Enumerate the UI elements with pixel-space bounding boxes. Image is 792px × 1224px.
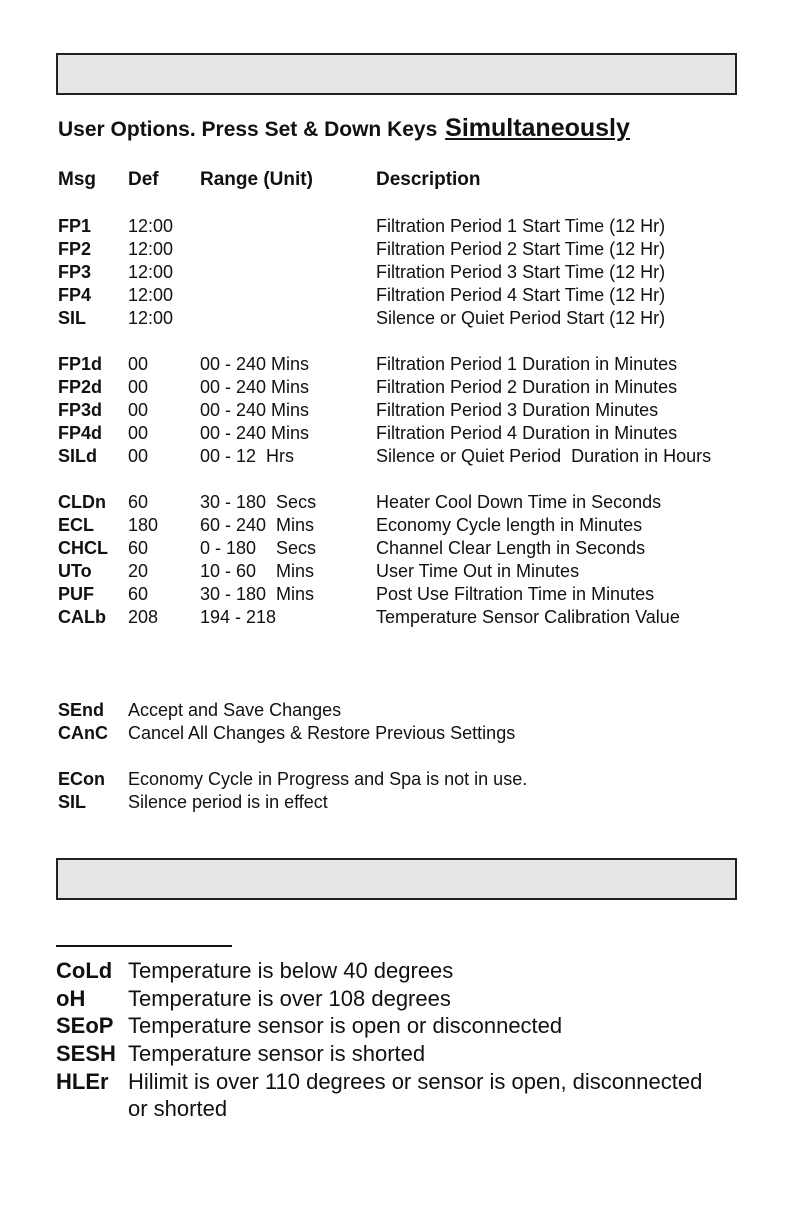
option-description: Filtration Period 3 Duration Minutes xyxy=(376,400,659,420)
save-msg-code: SEnd xyxy=(58,700,105,720)
option-msg: FP1d xyxy=(58,354,103,374)
status-msg-code: SIL xyxy=(58,792,87,812)
option-range: 30 - 180 Mins xyxy=(200,584,315,604)
option-msg: FP2d xyxy=(58,377,103,397)
column-header-range: Range (Unit) xyxy=(200,169,313,190)
error-description: Temperature sensor is shorted xyxy=(128,1041,426,1066)
option-range: 00 - 240 Mins xyxy=(200,400,310,420)
option-msg: FP2 xyxy=(58,239,92,259)
user-options-heading xyxy=(58,114,630,143)
option-description: Filtration Period 3 Start Time (12 Hr) xyxy=(376,262,666,282)
option-description: Heater Cool Down Time in Seconds xyxy=(376,492,662,512)
option-description: Filtration Period 1 Duration in Minutes xyxy=(376,354,678,374)
option-description: Silence or Quiet Period Start (12 Hr) xyxy=(376,308,666,328)
option-default: 180 xyxy=(128,515,159,535)
option-default: 12:00 xyxy=(128,308,174,328)
status-msg-description: Economy Cycle in Progress and Spa is not in use. xyxy=(128,769,528,789)
option-range: 00 - 240 Mins xyxy=(200,354,310,374)
heading-emphasis: Simultaneously xyxy=(445,114,630,142)
option-default: 20 xyxy=(128,561,149,581)
option-range: 0 - 180 Secs xyxy=(200,538,317,558)
column-header-def: Def xyxy=(128,169,159,190)
option-msg: FP3 xyxy=(58,262,92,282)
option-description: Filtration Period 4 Duration in Minutes xyxy=(376,423,678,443)
option-default: 60 xyxy=(128,538,149,558)
error-description: Hilimit is over 110 degrees or sensor is open, disconnected xyxy=(128,1069,703,1094)
option-description: Channel Clear Length in Seconds xyxy=(376,538,646,558)
option-description: Temperature Sensor Calibration Value xyxy=(376,607,680,627)
option-msg: PUF xyxy=(58,584,94,604)
option-default: 00 xyxy=(128,423,149,443)
option-msg: FP4d xyxy=(58,423,103,443)
cancel-msg-description: Cancel All Changes & Restore Previous Settings xyxy=(128,723,516,743)
option-description: Filtration Period 1 Start Time (12 Hr) xyxy=(376,216,666,236)
option-range: 60 - 240 Mins xyxy=(200,515,315,535)
option-default: 00 xyxy=(128,446,149,466)
error-code: SEoP xyxy=(56,1013,114,1038)
status-msg-code: ECon xyxy=(58,769,105,789)
option-msg: ECL xyxy=(58,515,94,535)
heading-text: User Options. Press Set & Down Keys xyxy=(58,118,438,141)
option-default: 00 xyxy=(128,377,149,397)
option-msg: CLDn xyxy=(58,492,106,512)
option-range: 10 - 60 Mins xyxy=(200,561,315,581)
option-msg: UTo xyxy=(58,561,92,581)
option-description: Silence or Quiet Period Duration in Hours xyxy=(376,446,712,466)
option-range: 30 - 180 Secs xyxy=(200,492,317,512)
error-description: Temperature is below 40 degrees xyxy=(128,958,454,983)
error-description: Temperature is over 108 degrees xyxy=(128,986,451,1011)
column-header-msg: Msg xyxy=(58,169,96,190)
error-code: SESH xyxy=(56,1041,116,1066)
cancel-msg-code: CAnC xyxy=(58,723,108,743)
option-default: 60 xyxy=(128,492,149,512)
error-code: CoLd xyxy=(56,958,113,983)
option-range: 00 - 240 Mins xyxy=(200,423,310,443)
option-msg: CALb xyxy=(58,607,106,627)
option-description: Filtration Period 4 Start Time (12 Hr) xyxy=(376,285,666,305)
option-default: 12:00 xyxy=(128,216,174,236)
option-description: Economy Cycle length in Minutes xyxy=(376,515,643,535)
error-code: HLEr xyxy=(56,1069,109,1094)
option-default: 12:00 xyxy=(128,239,174,259)
option-description: Filtration Period 2 Duration in Minutes xyxy=(376,377,678,397)
section-title-box-user-options xyxy=(56,53,737,95)
option-msg: SILd xyxy=(58,446,97,466)
option-msg: FP4 xyxy=(58,285,92,305)
option-default: 60 xyxy=(128,584,149,604)
save-msg-description: Accept and Save Changes xyxy=(128,700,342,720)
option-range: 00 - 12 Hrs xyxy=(200,446,295,466)
option-description: User Time Out in Minutes xyxy=(376,561,580,581)
option-default: 00 xyxy=(128,400,149,420)
option-default: 12:00 xyxy=(128,262,174,282)
status-msg-description: Silence period is in effect xyxy=(128,792,328,812)
option-msg: SIL xyxy=(58,308,87,328)
error-description: Temperature sensor is open or disconnected xyxy=(128,1013,563,1038)
option-msg: FP1 xyxy=(58,216,92,236)
option-default: 12:00 xyxy=(128,285,174,305)
option-range: 00 - 240 Mins xyxy=(200,377,310,397)
option-range: 194 - 218 xyxy=(200,607,277,627)
option-default: 208 xyxy=(128,607,159,627)
option-description: Filtration Period 2 Start Time (12 Hr) xyxy=(376,239,666,259)
option-default: 00 xyxy=(128,354,149,374)
section-title-box-error-messages xyxy=(56,858,737,900)
option-msg: FP3d xyxy=(58,400,103,420)
option-msg: CHCL xyxy=(58,538,108,558)
column-header-description: Description xyxy=(376,169,481,190)
error-code: oH xyxy=(56,986,86,1011)
error-description-continued: or shorted xyxy=(128,1096,228,1121)
option-description: Post Use Filtration Time in Minutes xyxy=(376,584,655,604)
section-divider xyxy=(56,945,232,947)
